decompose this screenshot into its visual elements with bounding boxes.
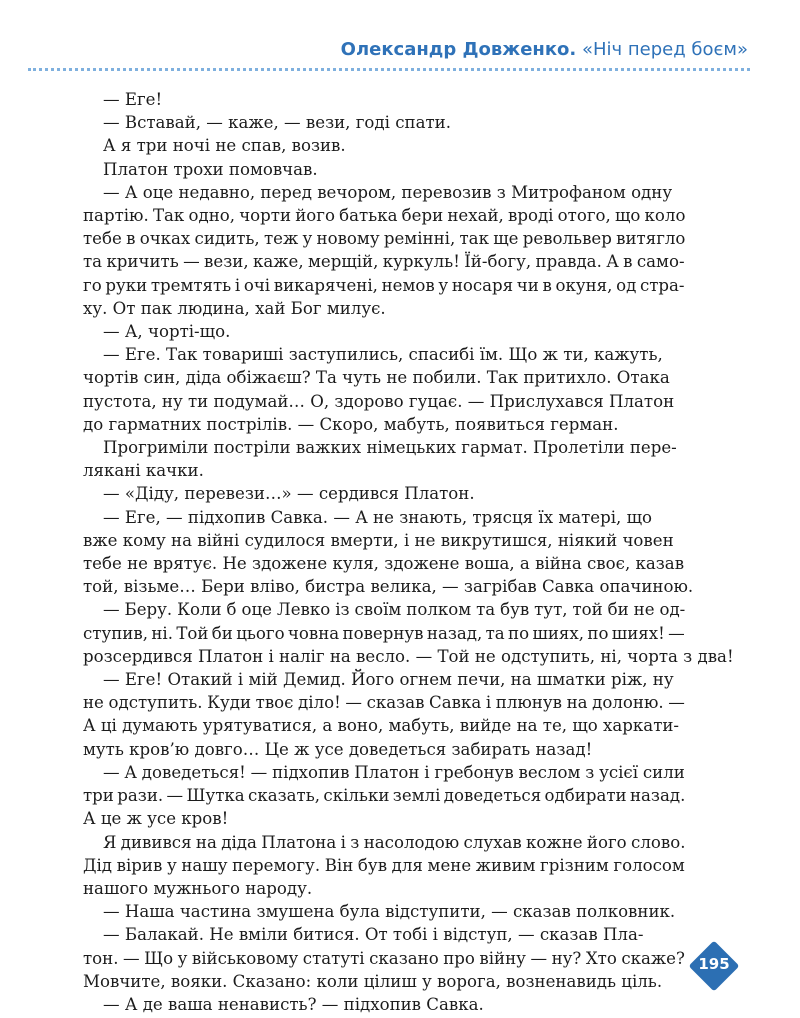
text-line: — А де ваша ненависть? — підхопив Савка. (103, 994, 484, 1014)
text-line: розсердився Платон і наліг на весло. — Той не одступить, ні, чорта з два! (83, 646, 734, 666)
text-line: до гарматних пострілів. — Скоро, мабуть, появиться герман. (83, 414, 619, 434)
text-line: го руки тремтять і очі викарячені, немов у носаря чи в окуня, од стра- (83, 275, 685, 295)
text-line: — «Діду, перевези…» — сердився Платон. (103, 484, 475, 504)
text-line: муть кров’ю довго… Це ж усе доведеться забирать назад! (83, 739, 593, 759)
text-line: лякані качки. (83, 461, 204, 481)
text-line: А це ж усе кров! (83, 809, 229, 829)
text-line: та кричить — вези, каже, мерщій, куркуль! Їй-богу, правда. А в само- (83, 252, 685, 272)
text-line: вже кому на війні судилося вмерти, і не викрутишся, ніякий човен (83, 530, 674, 550)
text-line: три рази. — Шутка сказать, скільки землі доведеться одбирати назад. (83, 786, 686, 806)
header-dotted-divider (28, 68, 750, 71)
text-line: ху. От пак людина, хай Бог милує. (83, 298, 386, 318)
text-line: нашого мужнього народу. (83, 878, 313, 898)
text-line: ступив, ні. Той би цього човна повернув назад, та по шиях, по шиях! — (83, 623, 685, 643)
header-title: «Ніч перед боєм» (582, 39, 748, 60)
text-line: — Вставай, — каже, — вези, годі спати. (103, 113, 451, 133)
text-line: — А оце недавно, перед вечором, перевозив з Митрофаном одну (103, 182, 673, 202)
text-line: — Еге! Отакий і мій Демид. Його огнем печи, на шматки ріж, ну (103, 670, 674, 690)
text-line: чортів син, діда обіжаєш? Та чуть не побили. Так притихло. Отака (83, 368, 670, 388)
text-line: Платон трохи помовчав. (103, 159, 318, 179)
page-number: 195 (698, 955, 730, 973)
text-line: — Беру. Коли б оце Левко із своїм полком та був тут, той би не од- (103, 600, 686, 620)
text-line: — Наша частина змушена була відступити, — сказав полковник. (103, 902, 676, 922)
text-line: тон. — Що у військовому статуті сказано про війну — ну? Хто скаже? (83, 948, 685, 968)
text-line: Мовчите, вояки. Сказано: коли цілиш у ворога, возненавидь ціль. (83, 971, 663, 991)
text-line: тебе в очках сидить, теж у новому ремінні, так ще револьвер витягло (83, 229, 686, 249)
text-line: — А доведеться! — підхопив Платон і гребонув веслом з усієї сили (103, 762, 685, 782)
text-line: Я дивився на діда Платона і з насолодою слухав кожне його слово. (103, 832, 686, 852)
header-author: Олександр Довженко. (340, 39, 577, 60)
text-line: пустота, ну ти подумай… О, здорово гуцає. — Прислухався Платон (83, 391, 675, 411)
text-line: Дід вірив у нашу перемогу. Він був для мене живим грізним голосом (83, 855, 685, 875)
text-line: — А, чорті-що. (103, 322, 231, 342)
text-line: Прогриміли постріли важких німецьких гармат. Пролетіли пере- (103, 438, 677, 458)
text-line: не одступить. Куди твоє діло! — сказав Савка і плюнув на долоню. — (83, 693, 685, 713)
running-header (341, 39, 748, 60)
text-line: — Балакай. Не вміли битися. От тобі і відступ, — сказав Пла- (103, 925, 644, 945)
page-number-badge (689, 941, 739, 991)
text-line: — Еге! (103, 90, 163, 109)
text-line: тебе не врятує. Не здожене куля, здожене воша, а війна своє, казав (83, 554, 685, 574)
text-line: — Еге, — підхопив Савка. — А не знають, трясця їх матері, що (103, 507, 653, 527)
text-line: той, візьме… Бери вліво, бистра велика, — загрібав Савка опачиною. (83, 577, 694, 597)
text-line: А ці думають урятуватися, а воно, мабуть, вийде на те, що харкати- (83, 716, 680, 736)
text-line: А я три ночі не спав, возив. (103, 136, 346, 156)
text-line: — Еге. Так товариші заступились, спасибі їм. Що ж ти, кажуть, (103, 345, 663, 365)
text-line: партію. Так одно, чорти його батька бери нехай, вроді отого, що коло (83, 206, 686, 226)
